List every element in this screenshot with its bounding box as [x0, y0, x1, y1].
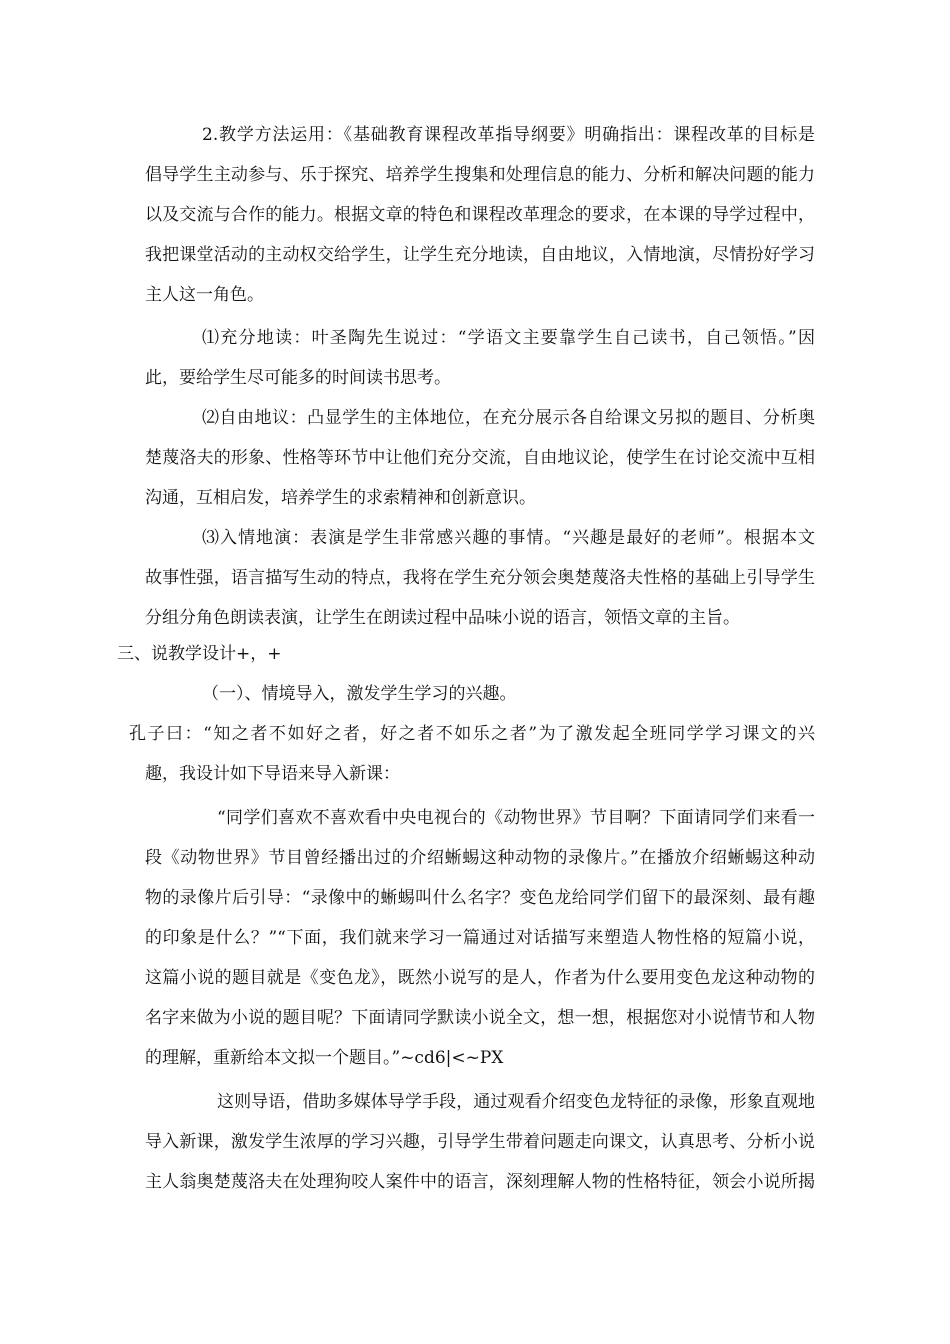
intro-speech-line-1: “同学们喜欢不喜欢看中央电视台的《动物世界》节目啊？下面请同学们来看一 — [217, 808, 815, 828]
confucius-quote-line-2: 趣，我设计如下导语来导入新课： — [145, 764, 400, 784]
item-2-discussion-line-3: 沟通，互相启发，培养学生的求索精神和创新意识。 — [145, 488, 536, 508]
item-1-reading-line-2: 此，要给学生尽可能多的时间读书思考。 — [145, 368, 451, 388]
paragraph-teaching-methods-line-2: 倡导学生主动参与、乐于探究、培养学生搜集和处理信息的能力、分析和解决问题的能力 — [145, 165, 815, 185]
item-3-acting-line-2: 故事性强，语言描写生动的特点，我将在学生充分领会奥楚蔑洛夫性格的基础上引导学生 — [145, 568, 815, 588]
item-3-acting-line-3: 分组分角色朗读表演，让学生在朗读过程中品味小说的语言，领悟文章的主旨。 — [145, 608, 740, 628]
intro-analysis-line-2: 导入新课，激发学生浓厚的学习兴趣，引导学生带着问题走向课文，认真思考、分析小说 — [145, 1132, 815, 1152]
item-2-discussion-line-2: 楚蔑洛夫的形象、性格等环节中让他们充分交流，自由地议论，使学生在讨论交流中互相 — [145, 448, 815, 468]
item-3-acting-line-1: ⑶入情地演：表演是学生非常感兴趣的事情。“兴趣是最好的老师”。根据本文 — [202, 528, 815, 548]
subheading-situation-introduction: （一）、情境导入，激发学生学习的兴趣。 — [202, 684, 517, 704]
intro-speech-line-5: 这篇小说的题目就是《变色龙》，既然小说写的是人，作者为什么要用变色龙这种动物的 — [145, 968, 815, 988]
intro-speech-line-6: 名字来做为小说的题目呢？下面请同学默读小说全文，想一想，根据您对小说情节和人物 — [145, 1008, 815, 1028]
intro-analysis-line-3: 主人翁奥楚蔑洛夫在处理狗咬人案件中的语言，深刻理解人物的性格特征，领会小说所揭 — [145, 1172, 815, 1192]
paragraph-teaching-methods-line-3: 以及交流与合作的能力。根据文章的特色和课程改革理念的要求，在本课的导学过程中， — [145, 205, 815, 225]
section-heading-teaching-design: 三、说教学设计+，+ — [117, 644, 282, 664]
paragraph-teaching-methods-line-5: 主人这一角色。 — [145, 285, 264, 305]
intro-analysis-line-1: 这则导语，借助多媒体导学手段，通过观看介绍变色龙特征的录像，形象直观地 — [217, 1092, 815, 1112]
intro-speech-line-7: 的理解，重新给本文拟一个题目。”~cd6|<~PX — [145, 1048, 504, 1068]
intro-speech-line-2: 段《动物世界》节目曾经播出过的介绍蜥蜴这种动物的录像片。”在播放介绍蜥蜴这种动 — [145, 848, 815, 868]
paragraph-teaching-methods-line-1: 2.教学方法运用：《基础教育课程改革指导纲要》明确指出：课程改革的目标是 — [202, 125, 815, 145]
item-1-reading-line-1: ⑴充分地读：叶圣陶先生说过：“学语文主要靠学生自己读书，自己领悟。”因 — [202, 328, 815, 348]
confucius-quote-line-1: 孔子曰：“知之者不如好之者，好之者不如乐之者”为了激发起全班同学学习课文的兴 — [129, 724, 815, 744]
item-2-discussion-line-1: ⑵自由地议：凸显学生的主体地位，在充分展示各自给课文另拟的题目、分析奥 — [202, 408, 815, 428]
intro-speech-line-3: 物的录像片后引导：“录像中的蜥蜴叫什么名字？变色龙给同学们留下的最深刻、最有趣 — [145, 888, 815, 908]
paragraph-teaching-methods-line-4: 我把课堂活动的主动权交给学生，让学生充分地读，自由地议，入情地演，尽情扮好学习 — [145, 245, 815, 265]
intro-speech-line-4: 的印象是什么？”“下面，我们就来学习一篇通过对话描写来塑造人物性格的短篇小说， — [145, 928, 815, 948]
